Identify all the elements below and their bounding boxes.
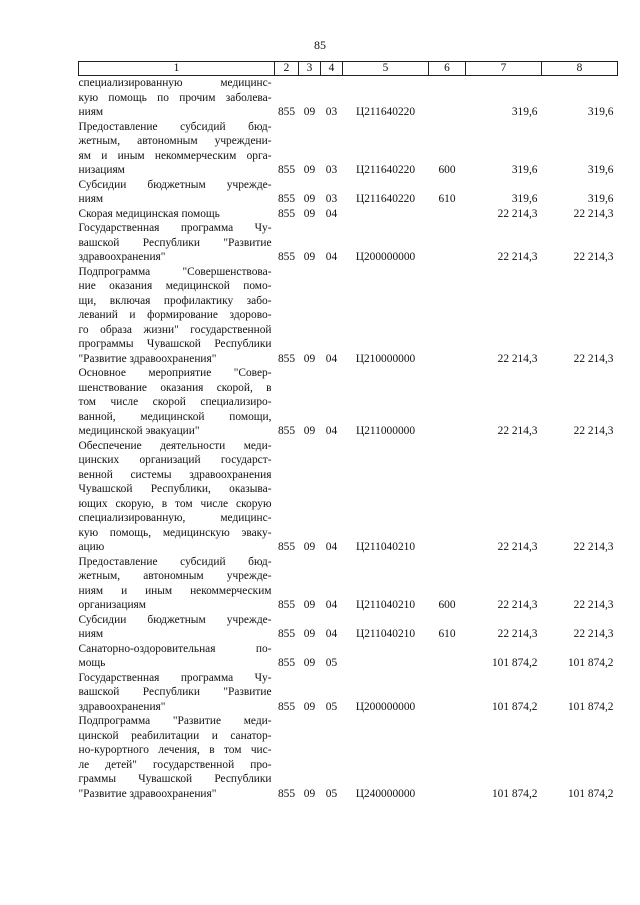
- row-subsection: 04: [325, 599, 338, 611]
- row-expense-type: 610: [438, 193, 456, 205]
- row-subsection: 04: [325, 628, 338, 640]
- row-grbs: 855: [277, 251, 296, 263]
- row-name-line: Подпрограмма "Развитие меди-: [78, 715, 272, 727]
- row-amount-1: 319,6: [511, 164, 538, 176]
- row-amount-1: 101 874,2: [491, 657, 538, 669]
- header-col-8: 8: [542, 62, 618, 76]
- row-section: 09: [303, 425, 316, 437]
- row-name-line: Подпрограмма "Совершенствова-: [78, 265, 272, 278]
- row-section: 09: [303, 251, 316, 263]
- row-name-line: ниям: [78, 628, 104, 640]
- row-name: [79, 265, 275, 367]
- row-name-line: го образа жизни" государственной: [78, 323, 272, 336]
- table-row: [79, 555, 618, 613]
- budget-table: [78, 61, 618, 801]
- row-name-line: ле детей" государственной про-: [78, 758, 272, 771]
- row-subsection: 04: [325, 207, 338, 220]
- row-name-line: Субсидии бюджетным учрежде-: [78, 613, 272, 626]
- row-expense-type: [429, 671, 466, 715]
- row-name: [79, 120, 275, 178]
- row-amount-1: 319,6: [511, 106, 538, 118]
- row-name-line: щи, включая профилактику забо-: [78, 294, 272, 307]
- row-name-line: специализированную медицинс-: [78, 77, 272, 89]
- row-amount-2: 22 214,3: [573, 251, 614, 263]
- row-grbs: 855: [277, 352, 296, 365]
- header-col-3: 3: [299, 62, 321, 76]
- row-section: 09: [303, 657, 316, 669]
- row-name-line: ям и иным некоммерческим орга-: [78, 149, 272, 162]
- row-name-line: Государственная программа Чу-: [78, 671, 272, 684]
- row-section: 09: [303, 700, 316, 713]
- table-row: [79, 439, 618, 555]
- table-row: [79, 642, 618, 671]
- row-name: [79, 642, 275, 671]
- row-amount-2: 22 214,3: [573, 352, 614, 365]
- row-target-article: Ц211640220: [355, 164, 416, 176]
- row-grbs: 855: [277, 193, 296, 205]
- row-name: [79, 366, 275, 439]
- row-name: [79, 439, 275, 555]
- row-target-article: Ц211000000: [355, 425, 416, 437]
- row-target-article: Ц211040210: [355, 599, 416, 611]
- row-section: 09: [303, 207, 316, 220]
- row-expense-type: 600: [438, 599, 456, 611]
- row-grbs: 855: [277, 787, 296, 800]
- row-name-line: жетным, автономным учрежде-: [78, 570, 272, 582]
- header-row: [79, 62, 618, 76]
- row-expense-type: [429, 207, 466, 222]
- row-target-article: Ц211640220: [355, 106, 416, 118]
- row-name-line: программы Чувашской Республики: [78, 338, 272, 350]
- row-amount-2: 22 214,3: [573, 628, 614, 640]
- header-col-5: 5: [343, 62, 429, 76]
- row-section: 09: [303, 106, 316, 118]
- row-subsection: 05: [325, 700, 338, 713]
- table-row: [79, 366, 618, 439]
- row-name-line: кую помощь по прочим заболева-: [78, 91, 272, 104]
- row-section: 09: [303, 193, 316, 205]
- row-name-line: ацию: [78, 541, 105, 553]
- row-target-article: Ц211640220: [355, 193, 416, 205]
- row-amount-2: 319,6: [587, 193, 614, 205]
- row-amount-1: 22 214,3: [497, 425, 538, 437]
- row-name-line: вашской Республики "Развитие: [78, 686, 272, 698]
- row-grbs: 855: [277, 628, 296, 640]
- row-name-line: организациям: [78, 599, 147, 611]
- row-subsection: 03: [325, 106, 338, 118]
- row-section: 09: [303, 352, 316, 365]
- row-amount-1: 101 874,2: [491, 787, 538, 800]
- table-row: [79, 613, 618, 642]
- row-grbs: 855: [277, 541, 296, 553]
- row-expense-type: 610: [438, 628, 456, 640]
- row-subsection: 03: [325, 164, 338, 176]
- row-name: [79, 76, 275, 120]
- row-expense-type: [429, 439, 466, 555]
- table-row: [79, 76, 618, 120]
- row-amount-1: 101 874,2: [491, 700, 538, 713]
- row-name-line: специализированную, медицинс-: [78, 512, 272, 524]
- row-name-line: медицинской эвакуации": [78, 425, 200, 437]
- row-subsection: 04: [325, 251, 338, 263]
- row-subsection: 05: [325, 787, 338, 800]
- row-amount-1: 22 214,3: [497, 207, 538, 220]
- row-name: [79, 613, 275, 642]
- table-row: [79, 265, 618, 367]
- row-grbs: 855: [277, 106, 296, 118]
- row-name-line: Предоставление субсидий бюд-: [78, 120, 272, 133]
- table-row: [79, 221, 618, 265]
- row-subsection: 04: [325, 541, 338, 553]
- row-amount-1: 22 214,3: [497, 541, 538, 553]
- row-amount-2: 101 874,2: [567, 787, 614, 800]
- row-expense-type: [429, 221, 466, 265]
- row-target-article: Ц240000000: [355, 787, 416, 800]
- row-name-line: низациям: [78, 164, 125, 176]
- row-subsection: 04: [325, 425, 338, 437]
- row-name-line: кую помощь, медицинскую эваку-: [78, 526, 272, 539]
- row-section: 09: [303, 628, 316, 640]
- row-amount-2: 22 214,3: [573, 541, 614, 553]
- row-amount-2: 319,6: [587, 106, 614, 118]
- row-amount-1: 22 214,3: [497, 251, 538, 263]
- row-amount-1: 22 214,3: [497, 628, 538, 640]
- row-name-line: жетным, автономным учреждени-: [78, 135, 272, 147]
- row-amount-1: 22 214,3: [497, 599, 538, 611]
- row-name-line: ниям: [78, 193, 104, 205]
- row-subsection: 05: [325, 657, 338, 669]
- row-grbs: 855: [277, 700, 296, 713]
- header-col-2: 2: [275, 62, 299, 76]
- row-name-line: "Развитие здравоохранения": [78, 352, 217, 365]
- row-name-line: ющих скорую, в том числе скорую: [78, 497, 272, 510]
- row-section: 09: [303, 541, 316, 553]
- row-subsection: 04: [325, 352, 338, 365]
- row-name-line: Обеспечение деятельности меди-: [78, 439, 272, 452]
- row-name-line: здравоохранения": [78, 700, 166, 713]
- row-grbs: 855: [277, 657, 296, 669]
- table-header: [79, 62, 618, 76]
- row-name-line: но-курортного лечения, в том чис-: [78, 744, 272, 756]
- row-section: 09: [303, 787, 316, 800]
- row-expense-type: [429, 265, 466, 367]
- row-amount-2: 319,6: [587, 164, 614, 176]
- row-name-line: мощь: [78, 657, 106, 669]
- row-name-line: Государственная программа Чу-: [78, 222, 272, 234]
- row-section: 09: [303, 599, 316, 611]
- row-amount-2: 101 874,2: [567, 657, 614, 669]
- row-expense-type: [429, 714, 466, 801]
- header-col-6: 6: [429, 62, 466, 76]
- row-name: [79, 555, 275, 613]
- row-expense-type: [429, 76, 466, 120]
- row-target-article: Ц210000000: [355, 352, 416, 365]
- row-amount-1: 319,6: [511, 193, 538, 205]
- row-target-article: Ц200000000: [355, 251, 416, 263]
- row-expense-type: [429, 642, 466, 671]
- page-number: 85: [314, 38, 326, 52]
- row-name-line: том числе скорой специализиро-: [78, 396, 272, 408]
- row-name-line: Чувашской Республики, оказыва-: [78, 483, 272, 495]
- row-name-line: ниям: [78, 106, 104, 118]
- table-row: [79, 120, 618, 178]
- row-target-article: Ц200000000: [355, 700, 416, 713]
- row-name-line: цинской реабилитации и санатор-: [78, 729, 272, 742]
- row-name-line: "Развитие здравоохранения": [78, 787, 217, 800]
- row-amount-2: 22 214,3: [573, 599, 614, 611]
- row-target-article: Ц211040210: [355, 628, 416, 640]
- row-amount-2: 22 214,3: [573, 207, 614, 220]
- row-name: [79, 671, 275, 715]
- row-expense-type: [429, 366, 466, 439]
- row-amount-2: 101 874,2: [567, 700, 614, 713]
- row-name-line: вашской Республики "Развитие: [78, 236, 272, 249]
- row-name-line: леваний и формирование здорово-: [78, 309, 272, 321]
- row-grbs: 855: [277, 599, 296, 611]
- row-grbs: 855: [277, 425, 296, 437]
- table-row: [79, 714, 618, 801]
- row-name-line: здравоохранения": [78, 251, 166, 263]
- table-row: [79, 207, 618, 222]
- table-row: [79, 671, 618, 715]
- header-col-7: 7: [466, 62, 542, 76]
- row-name-line: венной системы здравоохранения: [78, 468, 272, 481]
- row-name-line: граммы Чувашской Республики: [78, 773, 272, 785]
- row-name: [79, 221, 275, 265]
- table-row: [79, 178, 618, 207]
- row-name-line: ниям и иным некоммерческим: [78, 584, 272, 597]
- row-name: [79, 714, 275, 801]
- row-grbs: 855: [277, 164, 296, 176]
- row-target-article: Ц211040210: [355, 541, 416, 553]
- row-amount-2: 22 214,3: [573, 425, 614, 437]
- row-target-article: [343, 642, 429, 671]
- row-name-line: шенствование оказания скорой, в: [78, 381, 272, 394]
- row-expense-type: 600: [438, 164, 456, 176]
- table-body: [79, 76, 618, 802]
- row-subsection: 03: [325, 193, 338, 205]
- header-col-4: 4: [321, 62, 343, 76]
- row-name-line: ванной, медицинской помощи,: [78, 410, 272, 423]
- row-amount-1: 22 214,3: [497, 352, 538, 365]
- row-name-line: ние оказания медицинской помо-: [78, 280, 272, 292]
- row-name-line: Предоставление субсидий бюд-: [78, 555, 272, 568]
- row-target-article: [343, 207, 429, 222]
- row-name-line: Санаторно-оздоровительная по-: [78, 642, 272, 655]
- row-name-line: Субсидии бюджетным учрежде-: [78, 178, 272, 191]
- row-name-line: цинских организаций государст-: [78, 454, 272, 466]
- row-name-line: Основное мероприятие "Совер-: [78, 367, 272, 379]
- row-grbs: 855: [277, 207, 296, 220]
- row-name: [79, 207, 275, 222]
- row-name-line: Скорая медицинская помощь: [78, 207, 220, 220]
- row-section: 09: [303, 164, 316, 176]
- row-name: [79, 178, 275, 207]
- header-col-1: 1: [79, 62, 275, 76]
